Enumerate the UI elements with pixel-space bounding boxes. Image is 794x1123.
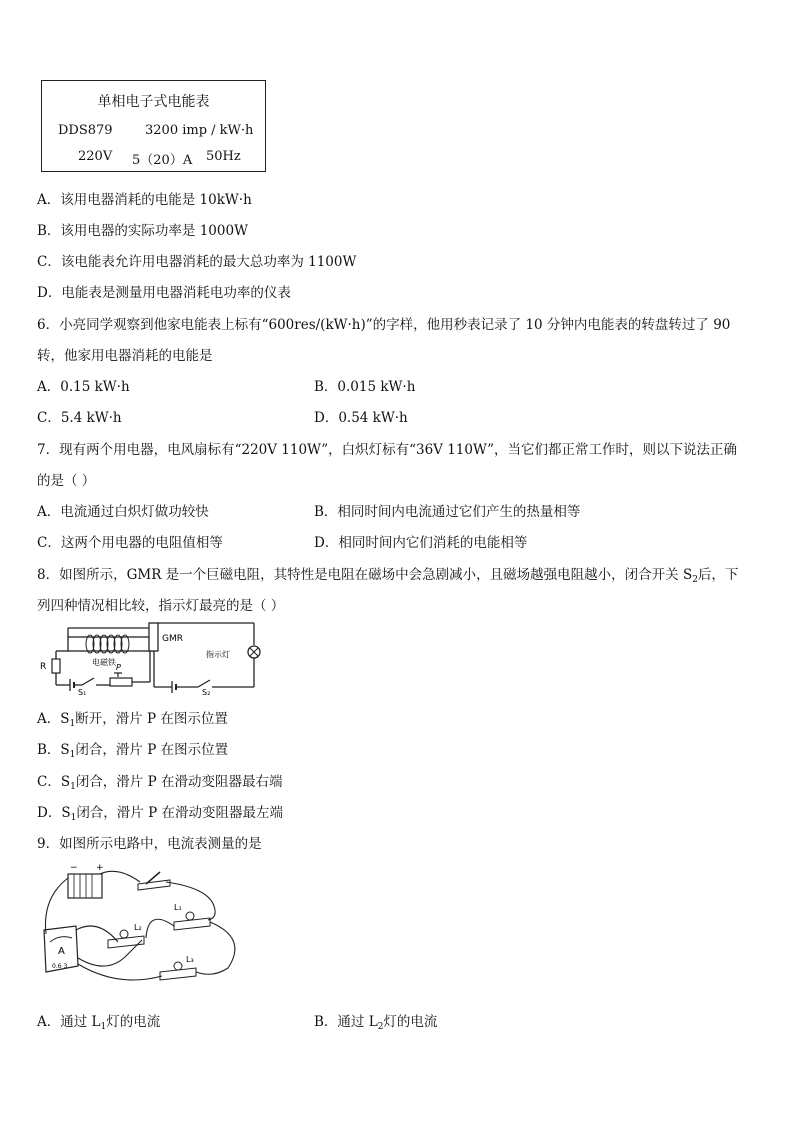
lamp-l2-icon	[120, 930, 128, 938]
indicator-label: 指示灯	[206, 650, 230, 659]
switch-s1	[82, 678, 94, 685]
switch-s1-label: S₁	[78, 688, 87, 695]
q6-option-b: B．0.015 kW·h	[314, 379, 416, 395]
q6-option-d: D．0.54 kW·h	[314, 410, 408, 426]
q5-option-d: D．电能表是测量用电器消耗电功率的仪表	[37, 285, 291, 301]
q5-option-b: B．该用电器的实际功率是 1000W	[37, 223, 248, 239]
q7-option-a: A．电流通过白炽灯做功较快	[37, 504, 209, 520]
q8-option-c: C．$S_1$闭合，滑片 P 在滑动变阻器最右端	[37, 774, 283, 792]
battery-pack-icon	[68, 874, 102, 898]
q8-option-b: B．$S_1$闭合，滑片 P 在图示位置	[37, 742, 229, 760]
meter-voltage: 220V	[78, 149, 113, 164]
q9-option-a: A．通过 $L_1$灯的电流	[37, 1014, 161, 1032]
q5-option-a: A．该用电器消耗的电能是 10kW·h	[37, 192, 252, 208]
ammeter-label: A	[58, 946, 65, 957]
q6-stem-line1: 6．小亮同学观察到他家电能表上标有“600res/(kW·h)”的字样，他用秒表记录了 10 分钟内电能表的转盘转过了 90	[37, 317, 731, 333]
q9-option-b: B．通过 $L_2$灯的电流	[314, 1014, 438, 1032]
q7-stem-line1: 7．现有两个用电器，电风扇标有“220V 110W”，白炽灯标有“36V 110W”，当它们都正常工作时，则以下说法正确	[37, 442, 738, 458]
battery-plus: +	[96, 863, 104, 873]
battery-minus: −	[70, 863, 78, 873]
meter-frequency: 50Hz	[206, 149, 241, 164]
lamp-l2-label: L₂	[134, 923, 142, 932]
lamp-l3-icon	[174, 962, 182, 970]
q7-option-b: B．相同时间内电流通过它们产生的热量相等	[314, 504, 581, 520]
meter-current: 5（20）A	[132, 153, 193, 168]
rheostat	[110, 678, 132, 686]
knife-switch-icon	[138, 880, 170, 890]
resistor-label: R	[40, 662, 47, 672]
q9-stem: 9．如图所示电路中，电流表测量的是	[37, 836, 262, 852]
meter-title: 单相电子式电能表	[97, 94, 210, 110]
q8-stem-line1: 8．如图所示，GMR 是一个巨磁电阻，其特性是电阻在磁场中会急剧减小，且磁场越强电阻越小，闭合开关 $S_2$后，下	[37, 567, 739, 585]
lamp-l3-label: L₃	[186, 955, 194, 964]
meter-constant: 3200 imp / kW·h	[145, 123, 254, 138]
q7-stem-line2: 的是（ ）	[37, 473, 96, 489]
ammeter-terminals: 0.6 3	[52, 963, 68, 970]
q6-option-c: C．5.4 kW·h	[37, 410, 122, 426]
resistor-r	[52, 659, 60, 673]
gmr-resistor	[149, 623, 158, 651]
q6-option-a: A．0.15 kW·h	[37, 379, 130, 395]
q8-option-d: D．$S_1$闭合，滑片 P 在滑动变阻器最左端	[37, 805, 283, 823]
q8-option-a: A．$S_1$断开，滑片 P 在图示位置	[37, 711, 228, 729]
gmr-circuit-figure	[38, 617, 268, 695]
gmr-label: GMR	[162, 634, 183, 644]
q8-stem-line2: 列四种情况相比较，指示灯最亮的是（ ）	[37, 598, 285, 614]
q7-option-c: C．这两个用电器的电阻值相等	[37, 535, 223, 551]
electromagnet-label: 电磁铁	[92, 658, 116, 667]
switch-s2	[198, 680, 210, 687]
meter-model: DDS879	[58, 123, 113, 138]
electromagnet-core	[68, 637, 153, 651]
q5-option-c: C．该电能表允许用电器消耗的最大总功率为 1100W	[37, 254, 357, 270]
slider-p-label: P	[116, 663, 121, 672]
meter-nameplate	[41, 80, 266, 172]
switch-s2-label: S₂	[202, 688, 211, 695]
q7-option-d: D．相同时间内它们消耗的电能相等	[314, 535, 528, 551]
slider-p	[114, 673, 122, 677]
q6-stem-line2: 转，他家用电器消耗的电能是	[37, 348, 213, 364]
lamp-l1-icon	[186, 912, 194, 920]
ammeter-circuit-figure	[38, 858, 243, 990]
lamp-l1-label: L₁	[174, 903, 182, 912]
